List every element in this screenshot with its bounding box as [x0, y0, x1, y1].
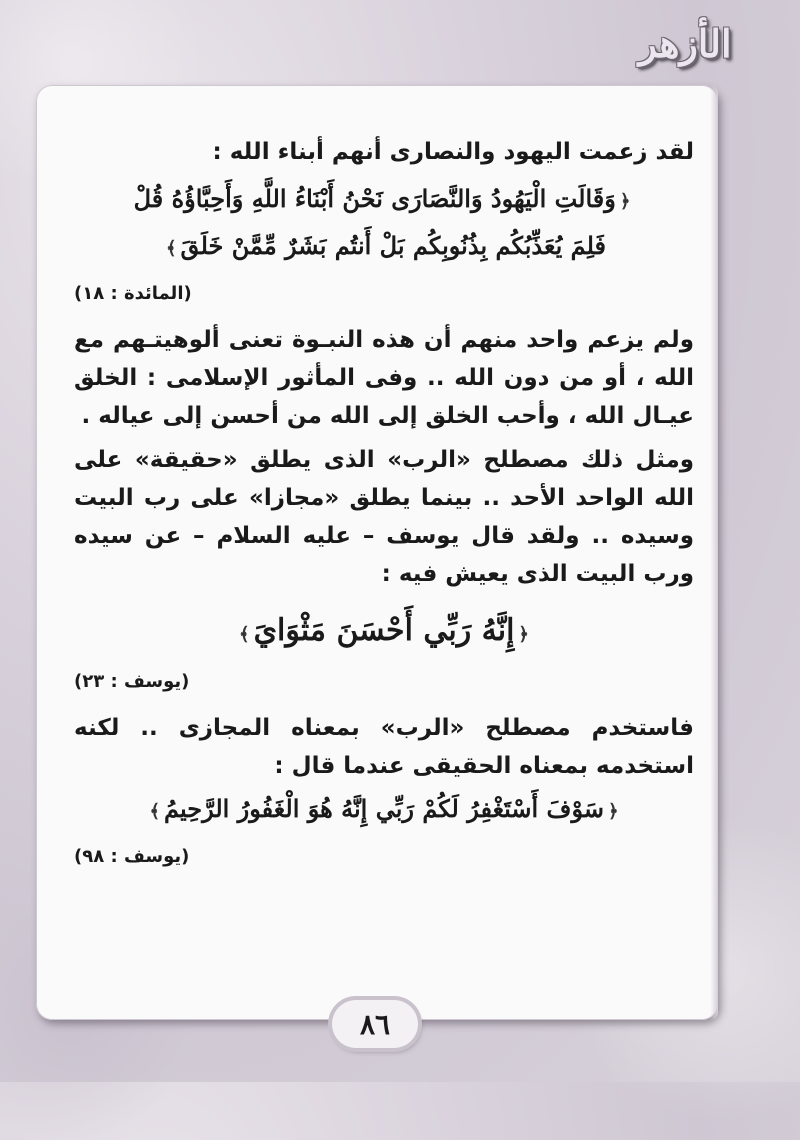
page-number-badge — [332, 1000, 418, 1048]
ornate-bracket-open: ﴿ — [518, 624, 529, 645]
verse-reference-2: (يوسف : ٢٣) — [74, 671, 190, 692]
ornate-bracket-close: ﴾ — [239, 624, 250, 645]
quran-verse-2 — [74, 605, 694, 661]
ornate-bracket-open: ﴿ — [607, 801, 619, 822]
alazhar-logo — [610, 18, 760, 68]
verse-reference-3: (يوسف : ٩٨) — [74, 846, 190, 867]
body-paragraph-2: ومثل ذلك مصطلح «الرب» الذى يطلق «حقيقة» على الله الواحد الأحد .. بينما يطلق «مجازا» على رب البيت وسيده .. ولقد قال يوسف – عليه السلام – عن سيده ورب البيت الذى يعيش فيه : — [74, 447, 694, 587]
ornate-bracket-close: ﴾ — [166, 238, 177, 259]
quran-verse-3 — [74, 787, 694, 834]
body-paragraph-3: فاستخدم مصطلح «الرب» بمعناه المجازى .. لكنه استخدمه بمعناه الحقيقى عندما قال : — [74, 715, 694, 779]
panel-shadow — [710, 85, 718, 1020]
verse-reference-1: (المائدة : ١٨) — [74, 283, 192, 304]
verse-1-line-2: فَلِمَ يُعَذِّبُكُم بِذُنُوبِكُم بَلْ أَنتُم بَشَرٌ مِّمَّنْ خَلَقَ — [180, 231, 606, 260]
verse-2-text: إِنَّهُ رَبِّي أَحْسَنَ مَثْوَايَ — [253, 613, 515, 648]
verse-3-text: سَوْفَ أَسْتَغْفِرُ لَكُمْ رَبِّي إِنَّهُ هُوَ الْغَفُورُ الرَّحِيمُ — [164, 794, 604, 823]
logo-text: الأزهر — [638, 20, 732, 66]
ornate-bracket-open: ﴿ — [619, 191, 631, 212]
verse-1-line-1: وَقَالَتِ الْيَهُودُ وَالنَّصَارَى نَحْنُ أَبْنَاءُ اللَّهِ وَأَحِبَّاؤُهُ قُلْ — [133, 184, 616, 213]
page-number: ٨٦ — [359, 1007, 391, 1041]
body-paragraph-1: ولم يزعم واحد منهم أن هذه النبـوة تعنى ألوهيتـهم مع الله ، أو من دون الله .. وفى المأثور الإسلامى : الخلق عيـال الله ، وأحب الخلق إلى الله من أحسن إلى عياله . — [74, 327, 694, 429]
quran-verse-1 — [74, 177, 694, 271]
ornate-bracket-close: ﴾ — [149, 801, 161, 822]
intro-paragraph: لقد زعمت اليهود والنصارى أنهم أبناء الله : — [212, 139, 694, 165]
page-text — [74, 133, 694, 884]
page-panel — [36, 85, 718, 1020]
